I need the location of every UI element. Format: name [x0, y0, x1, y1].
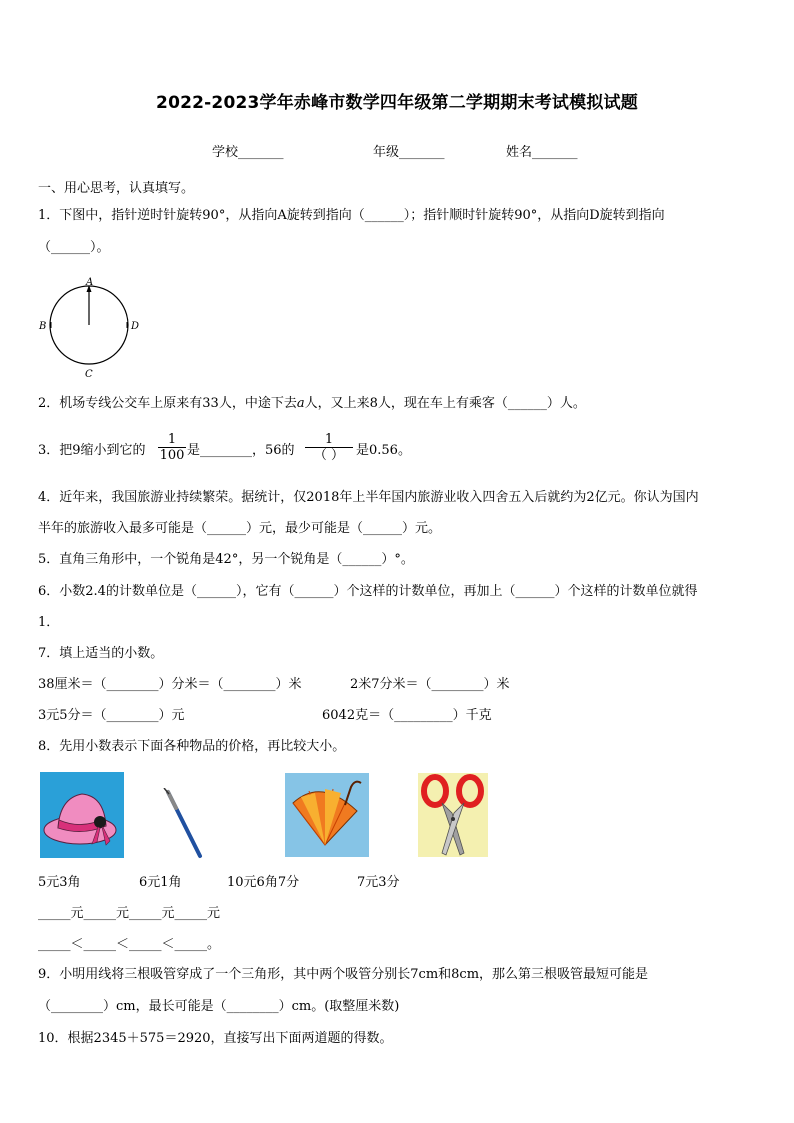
umbrella-picture: [285, 773, 369, 857]
question-5: 5．直角三角形中，一个锐角是42°，另一个锐角是（______）°。: [38, 552, 414, 567]
question-6-line-2: 1．: [38, 615, 60, 630]
q2-variable: a: [296, 396, 305, 411]
label-d: D: [131, 321, 140, 332]
price-hat: 5元3角: [38, 875, 81, 890]
question-7-d: 6042克＝（_________）千克: [322, 708, 492, 723]
price-pen: 6元1角: [139, 875, 182, 890]
name-field: 姓名_______: [506, 145, 578, 160]
question-4-line-1: 4．近年来，我国旅游业持续繁荣。据统计，仅2018年上半年国内旅游业收入四舍五入后就约为2亿元。你认为国内: [38, 490, 699, 505]
q8-blank-line: _____元_____元_____元_____元: [38, 906, 221, 921]
question-10: 10．根据2345＋575＝2920，直接写出下面两道题的得数。: [38, 1031, 393, 1046]
q2-text-after: 人，又上来8人，现在车上有乘客（______）人。: [304, 396, 586, 411]
question-2: [38, 396, 586, 412]
question-7-a: 38厘米＝（________）分米＝（________）米: [38, 677, 302, 692]
q3-fraction-2: [305, 432, 353, 464]
page-title: 2022-2023学年赤峰市数学四年级第二学期期末考试模拟试题: [156, 93, 638, 113]
question-7-c: 3元5分＝（________）元: [38, 708, 185, 723]
frac2-denominator: （ ）: [313, 448, 345, 463]
question-1-line-2: （______）。: [38, 240, 110, 255]
frac1-numerator: 1: [167, 432, 177, 447]
question-4-line-2: 半年的旅游收入最多可能是（______）元，最少可能是（______）元。: [38, 521, 442, 536]
school-field: 学校_______: [212, 145, 284, 160]
frac1-denominator: 100: [159, 448, 185, 463]
scissors-picture: [418, 773, 488, 857]
label-a: A: [86, 277, 94, 288]
price-scissors: 7元3分: [357, 875, 400, 890]
q3-part-3: 是0.56。: [356, 443, 411, 458]
q2-text-before: 2．机场专线公交车上原来有33人，中途下去: [38, 396, 297, 411]
question-9-line-2: （________）cm，最长可能是（________）cm。(取整厘米数): [38, 999, 400, 1014]
question-7-b: 2米7分米＝（________）米: [350, 677, 510, 692]
section-heading: 一、用心思考，认真填写。: [38, 181, 195, 196]
question-1-line-1: 1．下图中，指针逆时针旋转90°，从指向A旋转到指向（______）；指针顺时针旋转90°，从指向D旋转到指向: [38, 208, 665, 223]
q3-part-1: 3．把9缩小到它的: [38, 443, 146, 458]
pen-picture: [160, 788, 208, 860]
label-c: C: [85, 369, 93, 380]
question-8-title: 8．先用小数表示下面各种物品的价格，再比较大小。: [38, 739, 346, 754]
frac2-numerator: 1: [324, 432, 334, 447]
question-9-line-1: 9．小明用线将三根吸管穿成了一个三角形，其中两个吸管分别长7cm和8cm，那么第三根吸管最短可能是: [38, 967, 649, 982]
grade-field: 年级_______: [373, 145, 445, 160]
q8-compare-line: _____＜_____＜_____＜_____。: [38, 937, 221, 952]
q3-fraction-1: [158, 432, 186, 464]
question-6-line-1: 6．小数2.4的计数单位是（______），它有（______）个这样的计数单位，再加上（______）个这样的计数单位就得: [38, 584, 698, 599]
clock-dial-diagram: [34, 274, 146, 380]
price-umbrella: 10元6角7分: [227, 875, 300, 890]
question-7-title: 7．填上适当的小数。: [38, 646, 164, 661]
label-b: B: [39, 321, 47, 332]
q3-part-2: 是________，56的: [187, 443, 295, 458]
hat-picture: [40, 772, 124, 858]
